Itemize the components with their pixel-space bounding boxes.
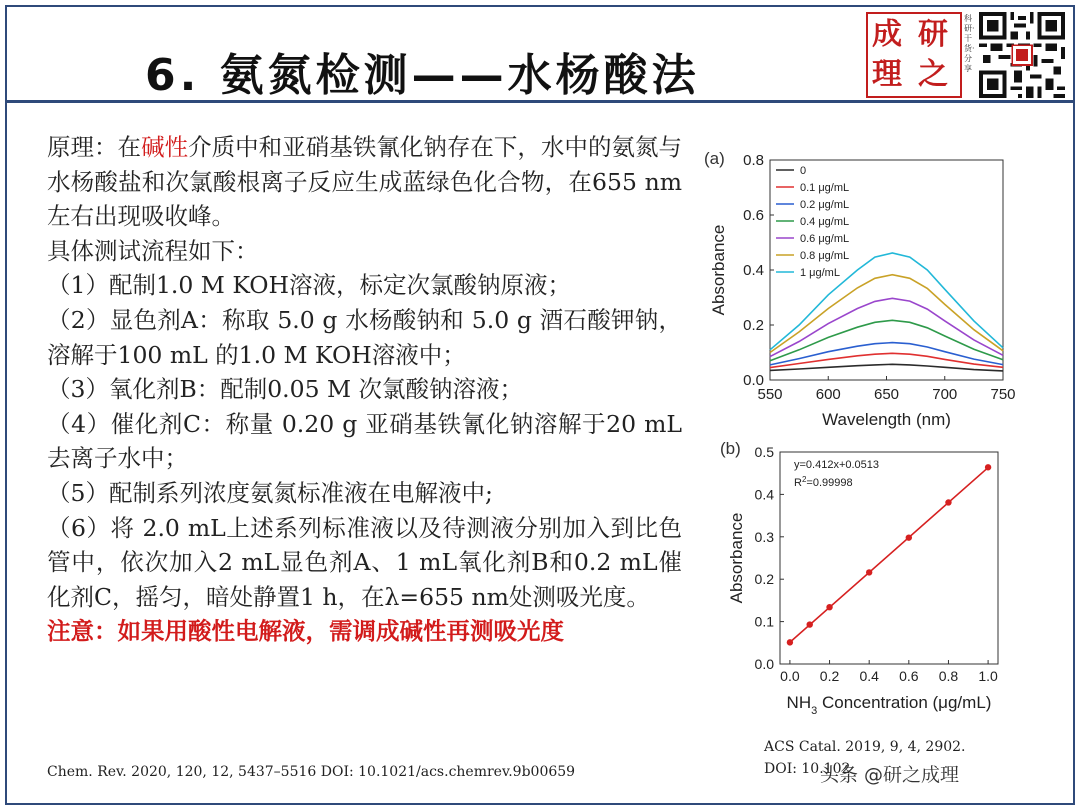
- calibration-chart: [700, 430, 1030, 720]
- x-tick-label: 0.0: [780, 668, 800, 684]
- qr-code-icon[interactable]: [978, 12, 1066, 98]
- panel-label: (b): [720, 439, 741, 458]
- x-tick-label: 550: [757, 386, 783, 403]
- x-axis-label: $NH_3$ Concentration (μg/mL): [786, 693, 992, 717]
- data-point: [866, 569, 872, 575]
- citation-right-line: ACS Catal. 2019, 9, 4, 2902.: [764, 739, 966, 755]
- y-tick-label: 0.8: [743, 152, 764, 169]
- y-tick-label: 0.0: [754, 656, 774, 672]
- y-axis-label: Absorbance: [727, 512, 746, 604]
- r-squared: $R^2=0.99998$: [794, 474, 853, 489]
- x-tick-label: 0.6: [899, 668, 919, 684]
- x-tick-label: 0.8: [938, 668, 959, 684]
- legend-label: 0.8 μg/mL: [800, 250, 850, 262]
- logo-char: 研: [918, 17, 948, 52]
- note-warning: 注意：如果用酸性电解液，需调成碱性再测吸光度: [47, 617, 564, 646]
- legend-label: 0.4 μg/mL: [800, 216, 850, 228]
- x-tick-label: 600: [815, 386, 841, 403]
- procedure-title: 具体测试流程如下：: [47, 236, 259, 265]
- y-tick-label: 0.5: [754, 444, 774, 460]
- y-tick-label: 0.0: [743, 372, 764, 389]
- x-tick-label: 0.4: [859, 668, 879, 684]
- data-point: [945, 499, 951, 505]
- step-item: （4）催化剂C：称量 0.20 g 亚硝基铁氰化钠溶解于20 mL去离子水中；: [47, 409, 682, 473]
- x-tick-label: 750: [990, 386, 1016, 403]
- data-point: [906, 534, 912, 540]
- step-item: （5）配制系列浓度氨氮标准液在电解液中;: [47, 478, 493, 507]
- principle-highlight: 碱性: [141, 133, 189, 161]
- x-tick-label: 1.0: [978, 668, 998, 684]
- logo-seal: [866, 12, 962, 98]
- logo-char: 成: [872, 17, 902, 52]
- panel-label: (a): [704, 149, 725, 168]
- x-tick-label: 0.2: [819, 668, 840, 684]
- fit-line: [790, 468, 988, 643]
- y-tick-label: 0.4: [743, 262, 764, 279]
- data-point: [826, 604, 832, 610]
- step-item: （3）氧化剂B：配制0.05 M 次氯酸钠溶液；: [47, 375, 524, 404]
- y-tick-label: 0.2: [743, 317, 764, 334]
- legend-label: 0.6 μg/mL: [800, 233, 850, 245]
- citation-right-line: DOI: 10.102: [764, 761, 851, 777]
- page-title: 6. 氨氮检测——水杨酸法: [145, 50, 700, 101]
- data-point: [807, 621, 813, 627]
- principle-prefix: 原理：在: [47, 133, 142, 161]
- series-line: [770, 364, 1003, 371]
- y-tick-label: 0.2: [754, 571, 774, 588]
- x-tick-label: 700: [932, 386, 958, 403]
- y-tick-label: 0.3: [754, 528, 774, 545]
- x-axis-label: Wavelength (nm): [822, 410, 951, 429]
- legend-label: 1 μg/mL: [800, 267, 840, 279]
- step-item: （2）显色剂A：称取 5.0 g 水杨酸钠和 5.0 g 酒石酸钾钠，溶解于100 mL 的1.0 M KOH溶液中；: [47, 305, 682, 369]
- step-item: （6）将 2.0 mL上述系列标准液以及待测液分别加入到比色管中，依次加入2 mL显色剂A、1 mL氧化剂B和0.2 mL催化剂C，摇匀，暗处静置1 h，在λ=655 nm处测吸光度。: [47, 513, 682, 611]
- x-tick-label: 650: [873, 386, 900, 403]
- step-item: （1）配制1.0 M KOH溶液，标定次氯酸钠原液；: [47, 271, 572, 300]
- legend-label: 0.1 μg/mL: [800, 182, 850, 194]
- y-tick-label: 0.6: [743, 207, 764, 224]
- legend-label: 0: [800, 165, 807, 177]
- watermark-text: 头条 @研之成理: [820, 764, 960, 786]
- logo-char: 理: [872, 57, 902, 92]
- series-line: [770, 353, 1003, 367]
- data-point: [985, 464, 991, 470]
- principle-paragraph: [47, 130, 682, 234]
- data-point: [787, 639, 793, 645]
- principle-rest: 介质中和亚硝基铁氰化钠存在下，水中的氨氮与水杨酸盐和次氯酸根离子反应生成蓝绿色化合物，在655 nm左右出现吸收峰。: [47, 133, 683, 231]
- logo-char: 之: [918, 57, 948, 92]
- y-tick-label: 0.1: [754, 613, 774, 630]
- legend-label: 0.2 μg/mL: [800, 199, 850, 211]
- y-axis-label: Absorbance: [709, 224, 728, 316]
- logo-side-text: 科研·干货·分享: [964, 14, 975, 73]
- y-tick-label: 0.4: [754, 486, 774, 503]
- citation-left: Chem. Rev. 2020, 120, 12, 5437–5516 DOI: 10.1021/acs.chemrev.9b00659: [47, 764, 576, 780]
- spectra-chart: [700, 140, 1030, 440]
- principle-text-block: [47, 130, 682, 649]
- fit-equation: y=0.412x+0.0513: [794, 459, 880, 471]
